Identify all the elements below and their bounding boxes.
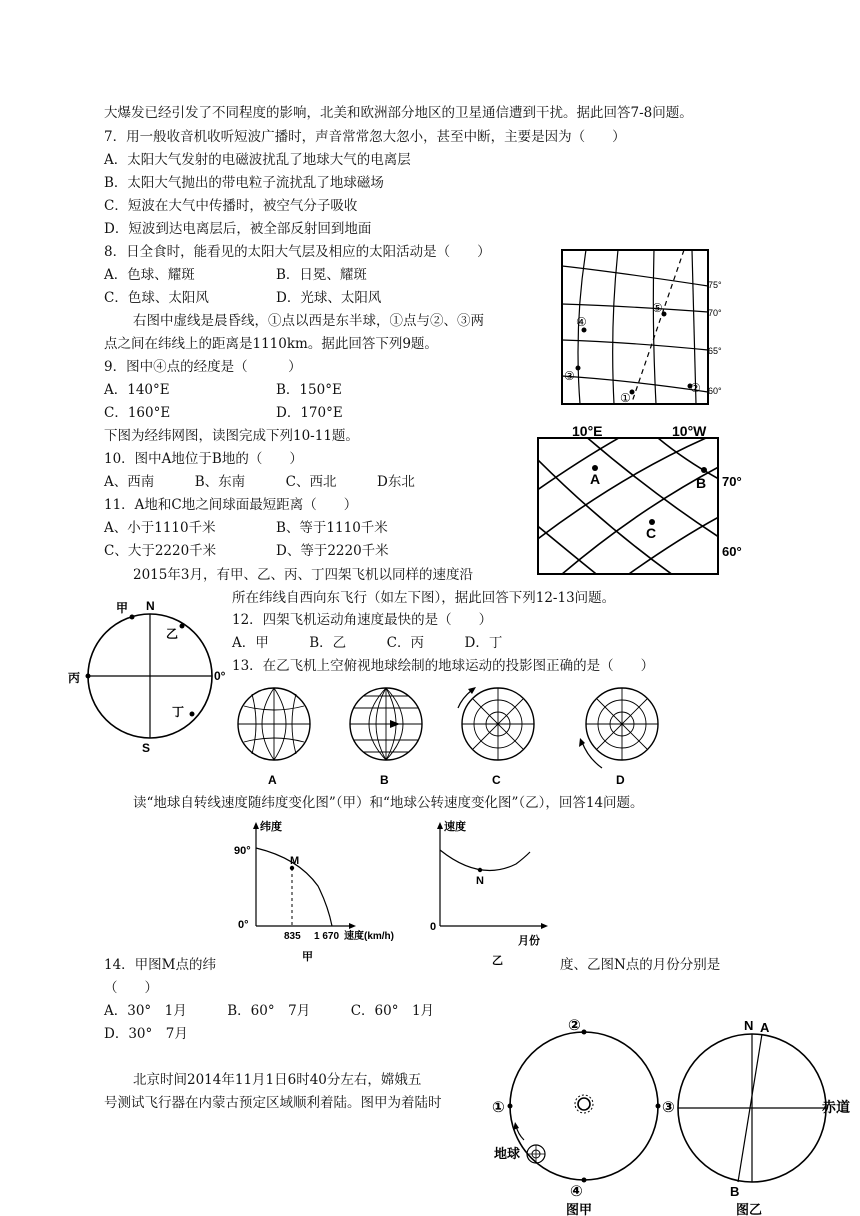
point-a: A xyxy=(590,471,601,487)
orbit-point-1: ① xyxy=(492,1099,505,1116)
q8-option-d: D．光球、太阳风 xyxy=(276,290,382,306)
q8-option-a: A．色球、耀斑 xyxy=(104,267,195,283)
globe-d xyxy=(579,688,658,787)
lat-label-60: 60° xyxy=(708,386,722,396)
equator-label: 赤道 xyxy=(822,1099,850,1115)
figure-q9-graticule xyxy=(556,246,722,408)
option-a-label: A xyxy=(268,773,277,787)
plane-bing-label: 丙 xyxy=(68,671,81,685)
q11-option-a: A、小于1110千米 xyxy=(104,520,216,536)
figure-q14-yi xyxy=(424,816,564,966)
q9-option-a: A．140°E xyxy=(104,382,170,398)
question-8: 8．日全食时，能看见的太阳大气层及相应的太阳活动是（ ） xyxy=(104,244,491,260)
passage-9a: 右图中虚线是晨昏线，①点以西是东半球，①点与②、③两 xyxy=(133,313,484,329)
point-3: ③ xyxy=(564,369,575,383)
point-b: B xyxy=(696,475,707,491)
passage-15b: 号测试飞行器在内蒙古预定区域顺利着陆。图甲为着陆时 xyxy=(104,1095,442,1111)
figure-q15-yi xyxy=(676,1016,860,1216)
sun-icon xyxy=(575,1095,593,1113)
point-1: ① xyxy=(620,391,631,405)
lat-label-75: 75° xyxy=(708,280,722,290)
point-c: C xyxy=(646,525,657,541)
yi-caption: 乙 xyxy=(492,955,503,967)
passage-12a: 2015年3月，有甲、乙、丙、丁四架飞机以同样的速度沿 xyxy=(133,567,473,583)
jia-xlabel: 速度(km/h) xyxy=(344,931,394,942)
question-14b: 度、乙图N点的月份分别是 xyxy=(560,957,721,973)
lon-label-left: 10°E xyxy=(572,423,603,439)
orbit-point-2: ② xyxy=(568,1017,581,1034)
question-14a: 14．甲图M点的纬 xyxy=(104,957,217,973)
orbit-point-4: ④ xyxy=(570,1183,583,1200)
figure-q13-globes xyxy=(230,680,690,790)
orbit-point-3: ③ xyxy=(662,1099,675,1116)
jia-x835: 835 xyxy=(284,931,301,942)
yi-point-a: A xyxy=(760,1020,770,1035)
yi-north-label: N xyxy=(744,1018,754,1033)
intro-line: 大爆发已经引发了不同程度的影响，北美和欧洲部分地区的卫星通信遭到干扰。据此回答7-8问题。 xyxy=(104,105,693,121)
q7-option-a: A．太阳大气发射的电磁波扰乱了地球大气的电离层 xyxy=(104,152,411,168)
q9-option-c: C．160°E xyxy=(104,405,171,421)
figure-q10-graticule xyxy=(536,418,756,578)
figure-q15-jia xyxy=(488,1016,678,1216)
lat-label-70: 70° xyxy=(708,308,722,318)
question-10: 10．图中A地位于B地的（ ） xyxy=(104,451,303,467)
passage-15a: 北京时间2014年11月1日6时40分左右，嫦娥五 xyxy=(133,1072,422,1088)
plane-ding-label: 丁 xyxy=(172,705,185,719)
figure-q12-planes xyxy=(64,598,234,758)
q14-options-2: D．30° 7月 xyxy=(104,1026,188,1042)
q12-options: A．甲 B．乙 C．丙 D．丁 xyxy=(232,635,503,651)
q11-option-d: D、等于2220千米 xyxy=(276,543,389,559)
earth-label: 地球 xyxy=(494,1146,521,1161)
passage-10: 下图为经纬网图，读图完成下列10-11题。 xyxy=(104,428,359,444)
plane-yi-label: 乙 xyxy=(166,627,179,641)
question-7: 7．用一般收音机收听短波广播时，声音常常忽大忽小，甚至中断，主要是因为（ ） xyxy=(104,129,626,145)
figure-q14-jia xyxy=(228,816,408,966)
zero-meridian-label: 0° xyxy=(214,669,226,683)
north-label: N xyxy=(146,599,155,613)
jia-ylabel: 纬度 xyxy=(260,821,282,833)
question-12: 12．四架飞机运动角速度最快的是（ ） xyxy=(232,612,493,628)
q7-option-b: B．太阳大气抛出的带电粒子流扰乱了地球磁场 xyxy=(104,175,384,191)
q9-option-b: B．150°E xyxy=(276,382,342,398)
q11-option-c: C、大于2220千米 xyxy=(104,543,217,559)
point-5: ⑤ xyxy=(652,301,663,315)
point-2: ② xyxy=(690,381,701,395)
lat-label-70: 70° xyxy=(722,474,742,489)
q9-option-d: D．170°E xyxy=(276,405,343,421)
question-13: 13．在乙飞机上空俯视地球绘制的地球运动的投影图正确的是（ ） xyxy=(232,658,655,674)
south-label: S xyxy=(142,741,151,755)
fig-yi-caption: 图乙 xyxy=(736,1202,763,1216)
question-11: 11．A地和C地之间球面最短距离（ ） xyxy=(104,497,358,513)
q7-option-d: D．短波到达电离层后，被全部反射回到地面 xyxy=(104,221,372,237)
lat-label-60: 60° xyxy=(722,544,742,559)
plane-jia-label: 甲 xyxy=(116,601,129,615)
yi-point-b: B xyxy=(730,1184,740,1199)
option-d-label: D xyxy=(616,773,625,787)
q8-option-c: C．色球、太阳风 xyxy=(104,290,209,306)
yi-xlabel: 月份 xyxy=(518,935,540,947)
question-9: 9．图中④点的经度是（ ） xyxy=(104,359,302,375)
lon-label-right: 10°W xyxy=(672,423,707,439)
jia-y90: 90° xyxy=(234,845,251,857)
passage-14: 读“地球自转线速度随纬度变化图”（甲）和“地球公转速度变化图”（乙），回答14问题。 xyxy=(133,795,644,811)
option-c-label: C xyxy=(492,773,501,787)
globe-b xyxy=(350,688,422,787)
q11-option-b: B、等于1110千米 xyxy=(276,520,388,536)
point-4: ④ xyxy=(576,315,587,329)
jia-y0: 0° xyxy=(238,919,249,931)
q7-option-c: C．短波在大气中传播时，被空气分子吸收 xyxy=(104,198,358,214)
earth-icon xyxy=(527,1145,545,1163)
yi-ylabel: 速度 xyxy=(444,821,466,833)
q14-options-1: A．30° 1月 B．60° 7月 C．60° 1月 xyxy=(104,1003,435,1019)
q10-options: A、西南 B、东南 C、西北 D东北 xyxy=(104,474,415,490)
fig-jia-caption: 图甲 xyxy=(566,1202,593,1216)
q14-paren: （ ） xyxy=(104,980,158,996)
point-m: M xyxy=(290,855,300,867)
option-b-label: B xyxy=(380,773,389,787)
q8-option-b: B．日冕、耀斑 xyxy=(276,267,367,283)
lat-label-65: 65° xyxy=(708,346,722,356)
passage-12b: 所在纬线自西向东飞行（如左下图），据此回答下列12-13问题。 xyxy=(232,590,616,606)
globe-a xyxy=(238,688,310,787)
jia-caption: 甲 xyxy=(302,951,313,963)
jia-x1670: 1 670 xyxy=(314,931,340,942)
globe-c xyxy=(458,687,534,787)
passage-9b: 点之间在纬线上的距离是1110km。据此回答下列9题。 xyxy=(104,336,438,352)
yi-y0: 0 xyxy=(430,921,437,933)
point-n: N xyxy=(476,875,484,887)
